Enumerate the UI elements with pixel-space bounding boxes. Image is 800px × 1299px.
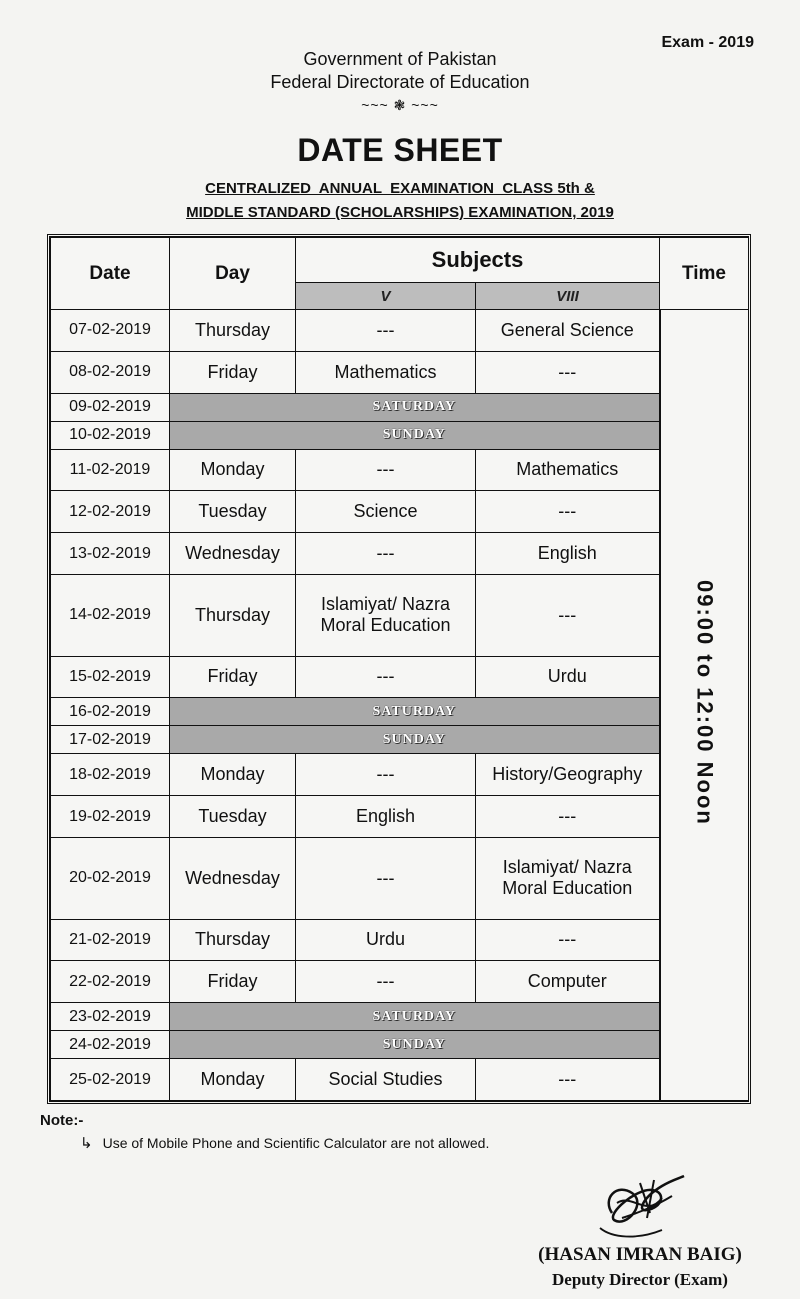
class-viii-subject: --- bbox=[476, 351, 660, 393]
class-v-subject: --- bbox=[296, 837, 476, 919]
class-viii-subject: --- bbox=[476, 574, 660, 656]
weekend-label: SUNDAY bbox=[170, 1031, 660, 1059]
note-text: Use of Mobile Phone and Scientific Calculator are not allowed. bbox=[102, 1135, 490, 1151]
date-cell: 20-02-2019 bbox=[51, 837, 170, 919]
table-row bbox=[51, 533, 749, 575]
header-time: Time bbox=[660, 238, 749, 310]
day-cell: Friday bbox=[170, 656, 296, 698]
ornament-divider: ~~~ ❃ ~~~ bbox=[361, 97, 439, 113]
note-item bbox=[80, 1134, 489, 1152]
class-v-subject: --- bbox=[296, 961, 476, 1003]
class-viii-subject: History/Geography bbox=[476, 754, 660, 796]
hooked-arrow-icon: ↳ bbox=[80, 1135, 93, 1152]
date-cell: 16-02-2019 bbox=[51, 698, 170, 726]
table-row bbox=[51, 491, 749, 533]
table-row bbox=[51, 1059, 749, 1101]
weekend-label: SATURDAY bbox=[170, 1003, 660, 1031]
class-v-subject: --- bbox=[296, 754, 476, 796]
exam-subtitle bbox=[0, 177, 800, 225]
day-cell: Monday bbox=[170, 449, 296, 491]
signatory-designation: Deputy Director (Exam) bbox=[552, 1270, 728, 1289]
date-cell: 25-02-2019 bbox=[51, 1059, 170, 1101]
weekend-label: SUNDAY bbox=[170, 726, 660, 754]
date-cell: 15-02-2019 bbox=[51, 656, 170, 698]
day-cell: Wednesday bbox=[170, 837, 296, 919]
class-viii-subject: --- bbox=[476, 491, 660, 533]
day-cell: Friday bbox=[170, 961, 296, 1003]
day-cell: Thursday bbox=[170, 310, 296, 352]
day-cell: Thursday bbox=[170, 919, 296, 961]
class-viii-subject: --- bbox=[476, 796, 660, 838]
day-cell: Monday bbox=[170, 1059, 296, 1101]
time-cell bbox=[660, 310, 749, 1101]
subtitle-line-1: CENTRALIZED ANNUAL EXAMINATION CLASS 5th & bbox=[205, 180, 595, 197]
class-v-subject: --- bbox=[296, 656, 476, 698]
weekend-label: SATURDAY bbox=[170, 393, 660, 421]
table-row bbox=[51, 351, 749, 393]
header-class-viii: VIII bbox=[476, 283, 660, 310]
signatory-name: (HASAN IMRAN BAIG) bbox=[538, 1244, 742, 1265]
header-subjects: Subjects bbox=[296, 238, 660, 283]
date-cell: 19-02-2019 bbox=[51, 796, 170, 838]
class-v-subject: Social Studies bbox=[296, 1059, 476, 1101]
class-viii-subject: Computer bbox=[476, 961, 660, 1003]
table-row bbox=[51, 310, 749, 352]
day-cell: Monday bbox=[170, 754, 296, 796]
date-cell: 17-02-2019 bbox=[51, 726, 170, 754]
date-cell: 12-02-2019 bbox=[51, 491, 170, 533]
table-row bbox=[51, 449, 749, 491]
date-cell: 21-02-2019 bbox=[51, 919, 170, 961]
class-viii-subject: --- bbox=[476, 919, 660, 961]
weekend-row bbox=[51, 1031, 749, 1059]
day-cell: Wednesday bbox=[170, 533, 296, 575]
class-v-subject: Urdu bbox=[296, 919, 476, 961]
exam-time: 09:00 to 12:00 Noon bbox=[692, 579, 718, 826]
date-cell: 22-02-2019 bbox=[51, 961, 170, 1003]
class-v-subject: --- bbox=[296, 533, 476, 575]
weekend-row bbox=[51, 698, 749, 726]
date-cell: 09-02-2019 bbox=[51, 393, 170, 421]
table-row bbox=[51, 574, 749, 656]
class-viii-subject: English bbox=[476, 533, 660, 575]
table-row bbox=[51, 961, 749, 1003]
class-v-subject: Mathematics bbox=[296, 351, 476, 393]
weekend-label: SUNDAY bbox=[170, 421, 660, 449]
class-viii-subject: --- bbox=[476, 1059, 660, 1101]
weekend-row bbox=[51, 726, 749, 754]
day-cell: Tuesday bbox=[170, 491, 296, 533]
date-cell: 07-02-2019 bbox=[51, 310, 170, 352]
note-label: Note:- bbox=[40, 1112, 84, 1129]
subtitle-line-2: MIDDLE STANDARD (SCHOLARSHIPS) EXAMINATION, 2019 bbox=[186, 204, 614, 221]
class-v-subject: English bbox=[296, 796, 476, 838]
table-row bbox=[51, 796, 749, 838]
class-v-subject: Islamiyat/ Nazra Moral Education bbox=[296, 574, 476, 656]
table-row bbox=[51, 656, 749, 698]
class-viii-subject: Islamiyat/ Nazra Moral Education bbox=[476, 837, 660, 919]
date-cell: 13-02-2019 bbox=[51, 533, 170, 575]
header-date: Date bbox=[51, 238, 170, 310]
date-cell: 08-02-2019 bbox=[51, 351, 170, 393]
date-sheet-table bbox=[47, 234, 751, 1104]
day-cell: Friday bbox=[170, 351, 296, 393]
weekend-row bbox=[51, 1003, 749, 1031]
class-v-subject: --- bbox=[296, 449, 476, 491]
class-v-subject: Science bbox=[296, 491, 476, 533]
header-day: Day bbox=[170, 238, 296, 310]
directorate-line: Federal Directorate of Education bbox=[270, 72, 530, 92]
day-cell: Thursday bbox=[170, 574, 296, 656]
day-cell: Tuesday bbox=[170, 796, 296, 838]
date-cell: 10-02-2019 bbox=[51, 421, 170, 449]
weekend-label: SATURDAY bbox=[170, 698, 660, 726]
date-cell: 11-02-2019 bbox=[51, 449, 170, 491]
government-line: Government of Pakistan bbox=[303, 49, 497, 69]
date-cell: 18-02-2019 bbox=[51, 754, 170, 796]
header-class-v: V bbox=[296, 283, 476, 310]
class-viii-subject: General Science bbox=[476, 310, 660, 352]
table-row bbox=[51, 837, 749, 919]
weekend-row bbox=[51, 393, 749, 421]
weekend-row bbox=[51, 421, 749, 449]
date-cell: 23-02-2019 bbox=[51, 1003, 170, 1031]
table-row bbox=[51, 919, 749, 961]
class-v-subject: --- bbox=[296, 310, 476, 352]
date-cell: 14-02-2019 bbox=[51, 574, 170, 656]
page-title: DATE SHEET bbox=[297, 132, 503, 168]
exam-year-tag: Exam - 2019 bbox=[661, 34, 754, 51]
class-viii-subject: Mathematics bbox=[476, 449, 660, 491]
class-viii-subject: Urdu bbox=[476, 656, 660, 698]
table-row bbox=[51, 754, 749, 796]
issuing-authority bbox=[0, 48, 800, 117]
date-cell: 24-02-2019 bbox=[51, 1031, 170, 1059]
signature-image bbox=[592, 1168, 692, 1248]
